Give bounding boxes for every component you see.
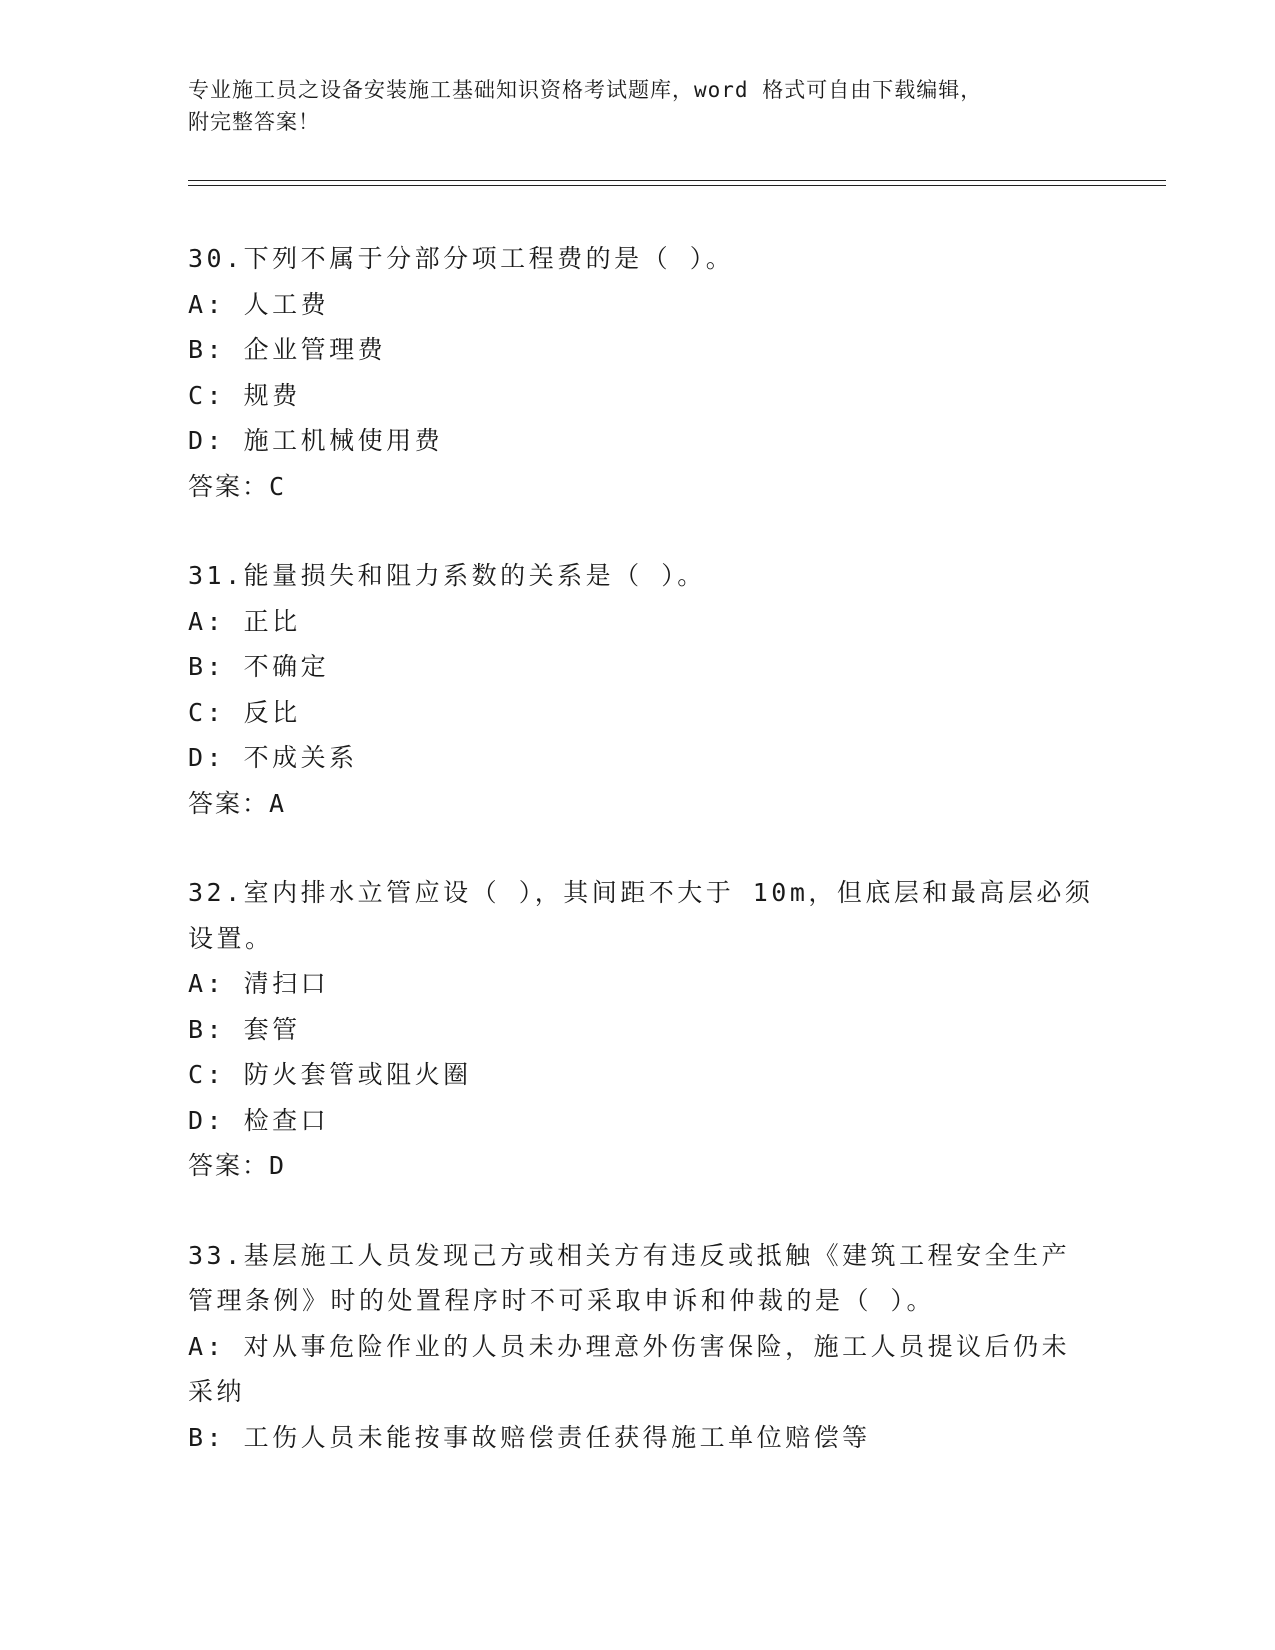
- question-33: [188, 1233, 1088, 1461]
- answer-label: 答案：A: [188, 788, 287, 818]
- question-31: [188, 553, 1088, 826]
- option-a: A: 清扫口: [188, 969, 330, 998]
- option-a-line-2: 采纳: [188, 1377, 246, 1406]
- option-d: D: 施工机械使用费: [188, 426, 444, 455]
- option-a: A: 正比: [188, 606, 301, 636]
- question-stem-line-1: 32.室内排水立管应设（ ），其间距不大于 10m，但底层和最高层必须: [188, 878, 1094, 907]
- answer-label: 答案：C: [188, 471, 287, 501]
- answer-label: 答案：D: [188, 1151, 287, 1180]
- question-32: [188, 870, 1094, 1189]
- question-stem: 31.能量损失和阻力系数的关系是（ ）。: [188, 561, 706, 590]
- question-stem: 30.下列不属于分部分项工程费的是（ ）。: [188, 244, 735, 273]
- option-b: B: 企业管理费: [188, 335, 387, 364]
- header-divider-top: [188, 180, 1166, 181]
- option-b: B: 套管: [188, 1014, 301, 1044]
- question-list: [188, 236, 1094, 1504]
- option-a-line-1: A: 对从事危险作业的人员未办理意外伤害保险，施工人员提议后仍未: [188, 1331, 1071, 1361]
- option-b: B: 工伤人员未能按事故赔偿责任获得施工单位赔偿等: [188, 1422, 871, 1452]
- question-30: [188, 236, 1088, 509]
- option-d: D: 检查口: [188, 1105, 330, 1135]
- option-a: A: 人工费: [188, 289, 330, 319]
- question-stem-line-2: 管理条例》时的处置程序时不可采取申诉和仲裁的是（ ）。: [188, 1286, 936, 1315]
- option-c: C: 规费: [188, 380, 301, 410]
- question-stem-line-2: 设置。: [188, 923, 274, 953]
- question-stem-line-1: 33.基层施工人员发现己方或相关方有违反或抵触《建筑工程安全生产: [188, 1240, 1071, 1270]
- option-c: C: 防火套管或阻火圈: [188, 1060, 472, 1089]
- option-c: C: 反比: [188, 697, 301, 727]
- header-divider-bottom: [188, 185, 1166, 186]
- option-b: B: 不确定: [188, 652, 330, 681]
- page-header: [188, 74, 1088, 138]
- header-line-1: 专业施工员之设备安装施工基础知识资格考试题库，word 格式可自由下载编辑，: [188, 78, 983, 102]
- option-d: D: 不成关系: [188, 743, 358, 772]
- header-line-2: 附完整答案！: [188, 110, 320, 134]
